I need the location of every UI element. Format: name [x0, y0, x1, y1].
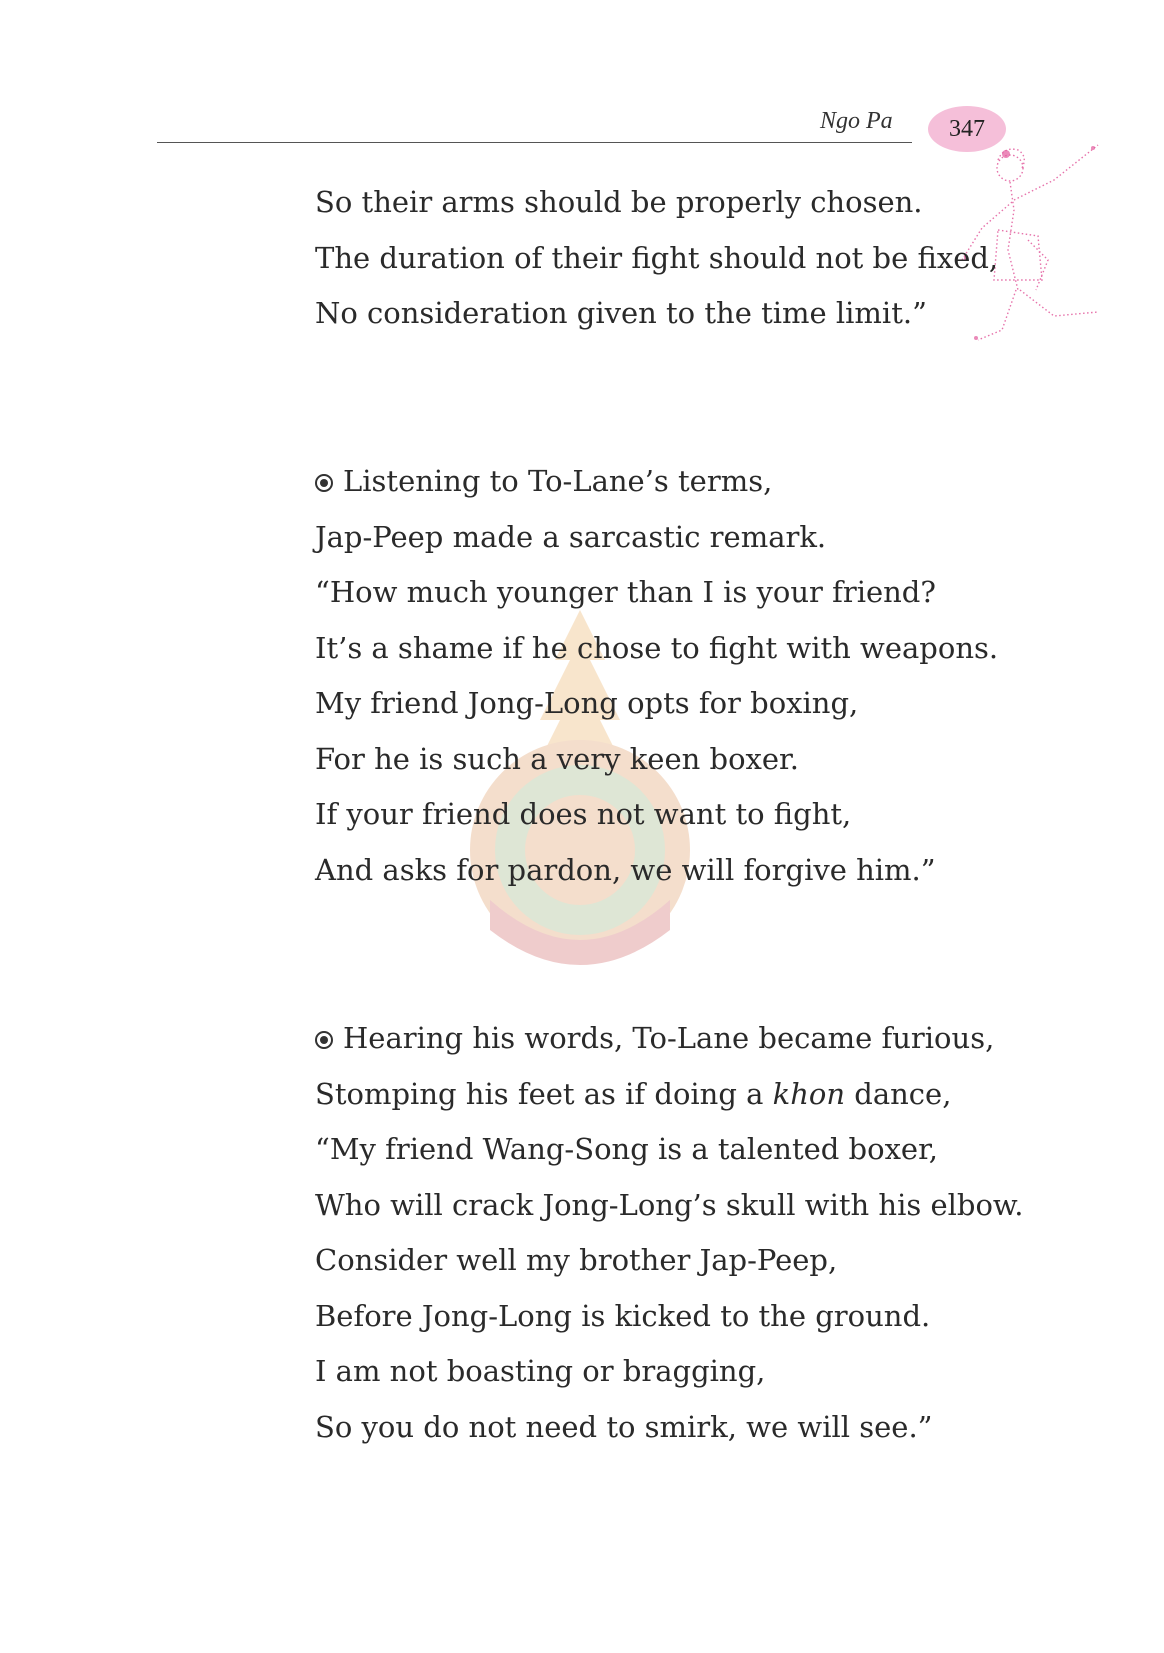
page-number: 347	[949, 115, 985, 142]
verse-line-text: Stomping his feet as if doing a	[315, 1076, 773, 1111]
verse-line: I am not boasting or bragging,	[315, 1354, 766, 1388]
circle-bullet-icon	[315, 1031, 333, 1049]
verse-line: If your friend does not want to fight,	[315, 797, 852, 831]
verse-line	[315, 454, 998, 510]
header-rule	[157, 142, 912, 143]
verse-line	[315, 1067, 1024, 1123]
verse-line-text: dance,	[845, 1076, 952, 1111]
stanza-2	[315, 454, 998, 898]
verse-line: It’s a shame if he chose to fight with weapons.	[315, 630, 999, 665]
verse-line-text: Listening to To-Lane’s terms,	[343, 464, 773, 498]
verse-line: “My friend Wang-Song is a talented boxer,	[315, 1132, 938, 1166]
verse-line: So their arms should be properly chosen.	[315, 185, 923, 219]
verse-line	[315, 1011, 1024, 1067]
italic-term: khon	[772, 1076, 846, 1111]
verse-line-text: Hearing his words, To-Lane became furious,	[343, 1021, 995, 1055]
verse-line: So you do not need to smirk, we will see.”	[315, 1409, 933, 1444]
verse-line: Who will crack Jong-Long’s skull with his elbow.	[315, 1187, 1024, 1222]
verse-line: Consider well my brother Jap-Peep,	[315, 1243, 838, 1277]
stanza-1	[315, 175, 998, 342]
verse-line: No consideration given to the time limit.”	[315, 296, 927, 330]
verse-line: Before Jong-Long is kicked to the ground.	[315, 1298, 931, 1333]
verse-line: Jap-Peep made a sarcastic remark.	[315, 519, 827, 554]
verse-line: The duration of their fight should not be fixed,	[315, 240, 999, 275]
circle-bullet-icon	[315, 474, 333, 492]
verse-line: “How much younger than I is your friend?	[315, 575, 936, 609]
verse-line: For he is such a very keen boxer.	[315, 741, 799, 776]
verse-line: My friend Jong-Long opts for boxing,	[315, 686, 859, 720]
running-title: Ngo Pa	[820, 108, 893, 134]
stanza-3	[315, 1011, 1024, 1455]
verse-line: And asks for pardon, we will forgive him.”	[315, 852, 936, 887]
